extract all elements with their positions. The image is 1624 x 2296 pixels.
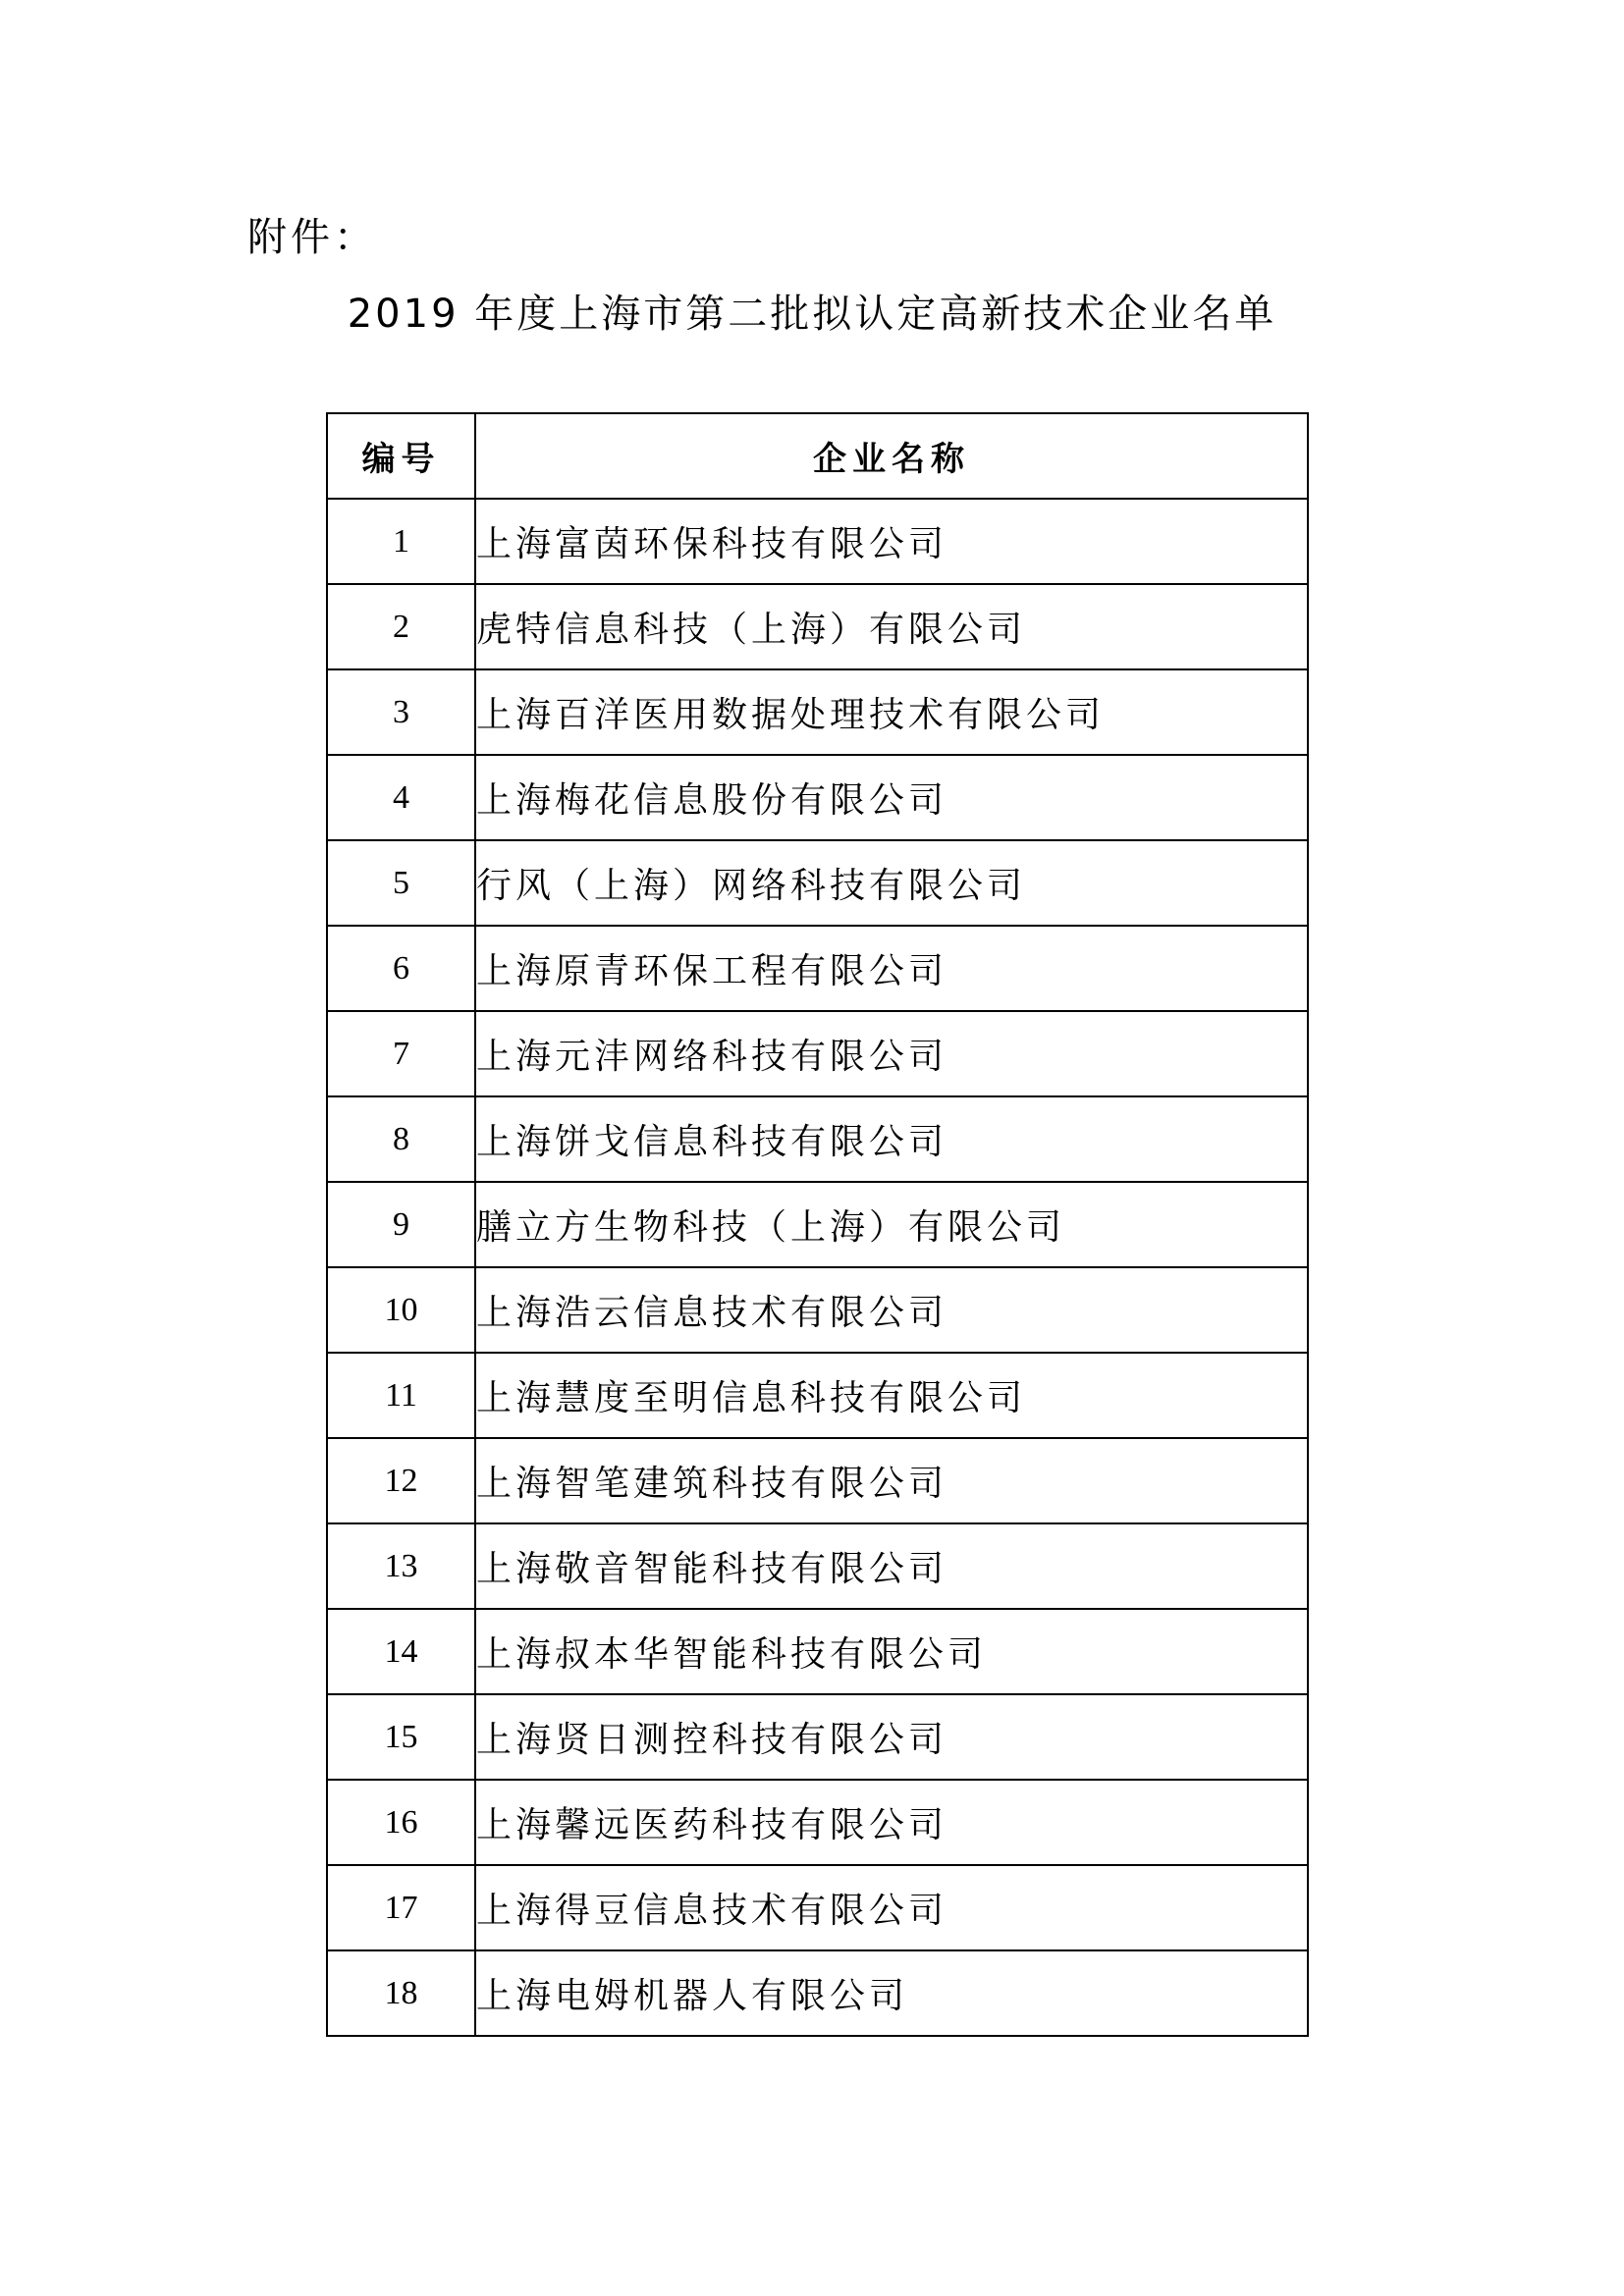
table-header-row bbox=[327, 413, 1308, 499]
table-row bbox=[327, 1353, 1308, 1438]
row-number: 14 bbox=[327, 1609, 475, 1694]
table-row bbox=[327, 755, 1308, 840]
row-number: 6 bbox=[327, 926, 475, 1011]
company-name: 膳立方生物科技（上海）有限公司 bbox=[475, 1182, 1308, 1267]
row-number: 10 bbox=[327, 1267, 475, 1353]
table-row bbox=[327, 1523, 1308, 1609]
company-name: 上海电姆机器人有限公司 bbox=[475, 1950, 1308, 2036]
row-number: 7 bbox=[327, 1011, 475, 1096]
table-row bbox=[327, 840, 1308, 926]
company-name: 上海梅花信息股份有限公司 bbox=[475, 755, 1308, 840]
company-name: 上海富茵环保科技有限公司 bbox=[475, 499, 1308, 584]
row-number: 16 bbox=[327, 1780, 475, 1865]
company-name: 上海元沣网络科技有限公司 bbox=[475, 1011, 1308, 1096]
row-number: 1 bbox=[327, 499, 475, 584]
row-number: 12 bbox=[327, 1438, 475, 1523]
table-row bbox=[327, 1865, 1308, 1950]
table-row bbox=[327, 1096, 1308, 1182]
company-name: 上海叔本华智能科技有限公司 bbox=[475, 1609, 1308, 1694]
table-row bbox=[327, 1267, 1308, 1353]
table-row bbox=[327, 1182, 1308, 1267]
row-number: 4 bbox=[327, 755, 475, 840]
company-name: 上海智笔建筑科技有限公司 bbox=[475, 1438, 1308, 1523]
table-row bbox=[327, 926, 1308, 1011]
header-company-name: 企业名称 bbox=[475, 413, 1308, 499]
company-name: 上海百洋医用数据处理技术有限公司 bbox=[475, 669, 1308, 755]
company-name: 行风（上海）网络科技有限公司 bbox=[475, 840, 1308, 926]
table-row bbox=[327, 1950, 1308, 2036]
company-name: 上海贤日测控科技有限公司 bbox=[475, 1694, 1308, 1780]
row-number: 9 bbox=[327, 1182, 475, 1267]
company-table bbox=[326, 412, 1309, 2037]
company-name: 上海慧度至明信息科技有限公司 bbox=[475, 1353, 1308, 1438]
table-row bbox=[327, 669, 1308, 755]
table-row bbox=[327, 499, 1308, 584]
table-row bbox=[327, 1438, 1308, 1523]
row-number: 8 bbox=[327, 1096, 475, 1182]
table-row bbox=[327, 1011, 1308, 1096]
table-row bbox=[327, 1780, 1308, 1865]
row-number: 15 bbox=[327, 1694, 475, 1780]
company-name: 上海馨远医药科技有限公司 bbox=[475, 1780, 1308, 1865]
company-name: 上海浩云信息技术有限公司 bbox=[475, 1267, 1308, 1353]
row-number: 5 bbox=[327, 840, 475, 926]
row-number: 18 bbox=[327, 1950, 475, 2036]
table-row bbox=[327, 584, 1308, 669]
company-name: 上海原青环保工程有限公司 bbox=[475, 926, 1308, 1011]
row-number: 3 bbox=[327, 669, 475, 755]
company-name: 上海敬音智能科技有限公司 bbox=[475, 1523, 1308, 1609]
row-number: 17 bbox=[327, 1865, 475, 1950]
document-title: 2019 年度上海市第二批拟认定高新技术企业名单 bbox=[347, 292, 1277, 337]
table-row bbox=[327, 1609, 1308, 1694]
row-number: 11 bbox=[327, 1353, 475, 1438]
company-name: 上海得豆信息技术有限公司 bbox=[475, 1865, 1308, 1950]
row-number: 2 bbox=[327, 584, 475, 669]
attachment-label: 附件： bbox=[247, 215, 377, 260]
company-name: 上海饼戈信息科技有限公司 bbox=[475, 1096, 1308, 1182]
table-row bbox=[327, 1694, 1308, 1780]
company-name: 虎特信息科技（上海）有限公司 bbox=[475, 584, 1308, 669]
row-number: 13 bbox=[327, 1523, 475, 1609]
header-number: 编号 bbox=[327, 413, 475, 499]
